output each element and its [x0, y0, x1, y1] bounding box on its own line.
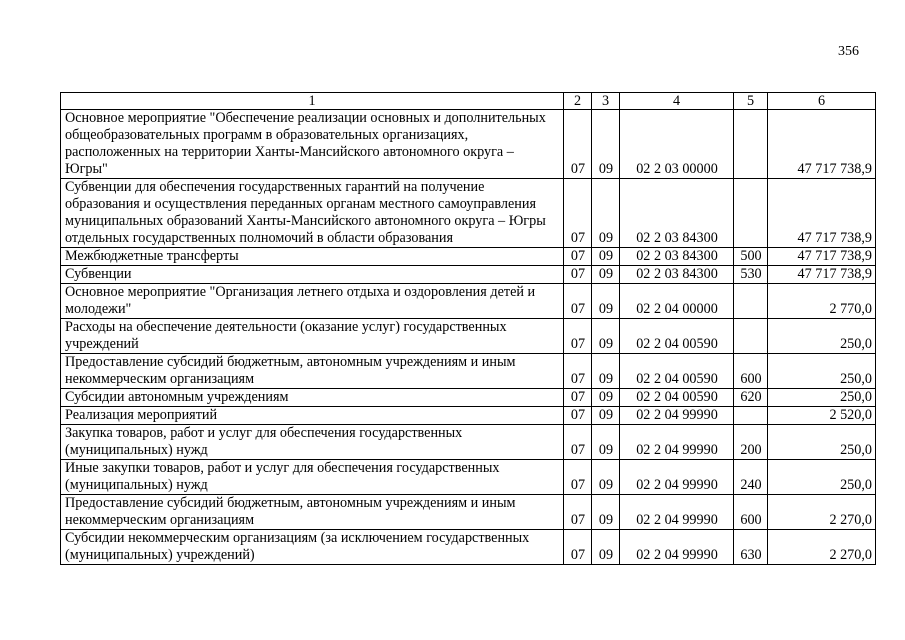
row-name: Предоставление субсидий бюджетным, автономным учреждениям и иным некоммерческим организациям — [61, 495, 564, 530]
row-amount: 47 717 738,9 — [768, 179, 876, 248]
table-row — [61, 389, 876, 407]
row-amount: 2 270,0 — [768, 530, 876, 565]
row-target-article: 02 2 04 99990 — [620, 425, 734, 460]
header-col-1: 1 — [61, 93, 564, 110]
row-target-article: 02 2 04 99990 — [620, 407, 734, 425]
table-row — [61, 110, 876, 179]
row-name: Субсидии некоммерческим организациям (за исключением государственных (муниципальных) учреждений) — [61, 530, 564, 565]
row-amount: 250,0 — [768, 319, 876, 354]
row-amount: 2 520,0 — [768, 407, 876, 425]
row-section: 07 — [564, 354, 592, 389]
row-name: Реализация мероприятий — [61, 407, 564, 425]
row-name: Основное мероприятие "Организация летнего отдыха и оздоровления детей и молодежи" — [61, 284, 564, 319]
table-row — [61, 354, 876, 389]
row-section: 07 — [564, 110, 592, 179]
row-expense-type: 600 — [734, 354, 768, 389]
row-subsection: 09 — [592, 354, 620, 389]
row-subsection: 09 — [592, 425, 620, 460]
row-subsection: 09 — [592, 389, 620, 407]
header-col-3: 3 — [592, 93, 620, 110]
header-col-4: 4 — [620, 93, 734, 110]
row-expense-type: 240 — [734, 460, 768, 495]
table-row — [61, 530, 876, 565]
table-row — [61, 460, 876, 495]
row-target-article: 02 2 03 84300 — [620, 266, 734, 284]
row-name: Предоставление субсидий бюджетным, автономным учреждениям и иным некоммерческим организациям — [61, 354, 564, 389]
row-target-article: 02 2 04 99990 — [620, 495, 734, 530]
row-expense-type: 530 — [734, 266, 768, 284]
row-amount: 250,0 — [768, 425, 876, 460]
row-amount: 47 717 738,9 — [768, 266, 876, 284]
table-row — [61, 495, 876, 530]
row-section: 07 — [564, 248, 592, 266]
row-expense-type: 500 — [734, 248, 768, 266]
table-row — [61, 407, 876, 425]
row-amount: 250,0 — [768, 460, 876, 495]
row-target-article: 02 2 03 84300 — [620, 248, 734, 266]
row-name: Межбюджетные трансферты — [61, 248, 564, 266]
row-name: Основное мероприятие "Обеспечение реализации основных и дополнительных общеобразовательных программ в образовательных организациях, расположенных на территории Ханты-Мансийского автономного округа – Югры" — [61, 110, 564, 179]
header-col-2: 2 — [564, 93, 592, 110]
row-target-article: 02 2 04 00590 — [620, 389, 734, 407]
row-amount: 47 717 738,9 — [768, 110, 876, 179]
row-subsection: 09 — [592, 179, 620, 248]
row-section: 07 — [564, 495, 592, 530]
row-target-article: 02 2 04 99990 — [620, 460, 734, 495]
row-section: 07 — [564, 407, 592, 425]
row-expense-type — [734, 407, 768, 425]
row-expense-type — [734, 319, 768, 354]
row-amount: 250,0 — [768, 389, 876, 407]
table-row — [61, 266, 876, 284]
row-name: Расходы на обеспечение деятельности (оказание услуг) государственных учреждений — [61, 319, 564, 354]
row-expense-type — [734, 110, 768, 179]
row-section: 07 — [564, 266, 592, 284]
row-subsection: 09 — [592, 110, 620, 179]
table-row — [61, 319, 876, 354]
row-subsection: 09 — [592, 284, 620, 319]
row-subsection: 09 — [592, 460, 620, 495]
row-section: 07 — [564, 425, 592, 460]
row-target-article: 02 2 04 00590 — [620, 354, 734, 389]
row-name: Субвенции для обеспечения государственных гарантий на получение образования и осуществления переданных органам местного самоуправления муниципальных образований Ханты-Мансийского автономного округа – Югры отдельных государственных полномочий в области образования — [61, 179, 564, 248]
row-section: 07 — [564, 530, 592, 565]
row-subsection: 09 — [592, 319, 620, 354]
row-section: 07 — [564, 179, 592, 248]
row-subsection: 09 — [592, 248, 620, 266]
row-expense-type — [734, 179, 768, 248]
row-name: Субсидии автономным учреждениям — [61, 389, 564, 407]
header-row — [61, 93, 876, 110]
row-amount: 47 717 738,9 — [768, 248, 876, 266]
page-number: 356 — [838, 44, 859, 59]
row-name: Субвенции — [61, 266, 564, 284]
row-subsection: 09 — [592, 266, 620, 284]
row-expense-type: 600 — [734, 495, 768, 530]
row-name: Иные закупки товаров, работ и услуг для обеспечения государственных (муниципальных) нужд — [61, 460, 564, 495]
row-subsection: 09 — [592, 407, 620, 425]
header-col-5: 5 — [734, 93, 768, 110]
table-row — [61, 425, 876, 460]
row-subsection: 09 — [592, 530, 620, 565]
row-expense-type — [734, 284, 768, 319]
row-section: 07 — [564, 319, 592, 354]
row-target-article: 02 2 04 00590 — [620, 319, 734, 354]
table-row — [61, 284, 876, 319]
row-target-article: 02 2 03 84300 — [620, 179, 734, 248]
table-row — [61, 179, 876, 248]
budget-table — [60, 92, 876, 565]
row-target-article: 02 2 03 00000 — [620, 110, 734, 179]
row-section: 07 — [564, 284, 592, 319]
row-expense-type: 200 — [734, 425, 768, 460]
row-expense-type: 630 — [734, 530, 768, 565]
row-amount: 2 770,0 — [768, 284, 876, 319]
table-row — [61, 248, 876, 266]
row-amount: 2 270,0 — [768, 495, 876, 530]
header-col-6: 6 — [768, 93, 876, 110]
row-amount: 250,0 — [768, 354, 876, 389]
row-target-article: 02 2 04 99990 — [620, 530, 734, 565]
row-subsection: 09 — [592, 495, 620, 530]
row-name: Закупка товаров, работ и услуг для обеспечения государственных (муниципальных) нужд — [61, 425, 564, 460]
row-section: 07 — [564, 389, 592, 407]
row-section: 07 — [564, 460, 592, 495]
row-expense-type: 620 — [734, 389, 768, 407]
row-target-article: 02 2 04 00000 — [620, 284, 734, 319]
